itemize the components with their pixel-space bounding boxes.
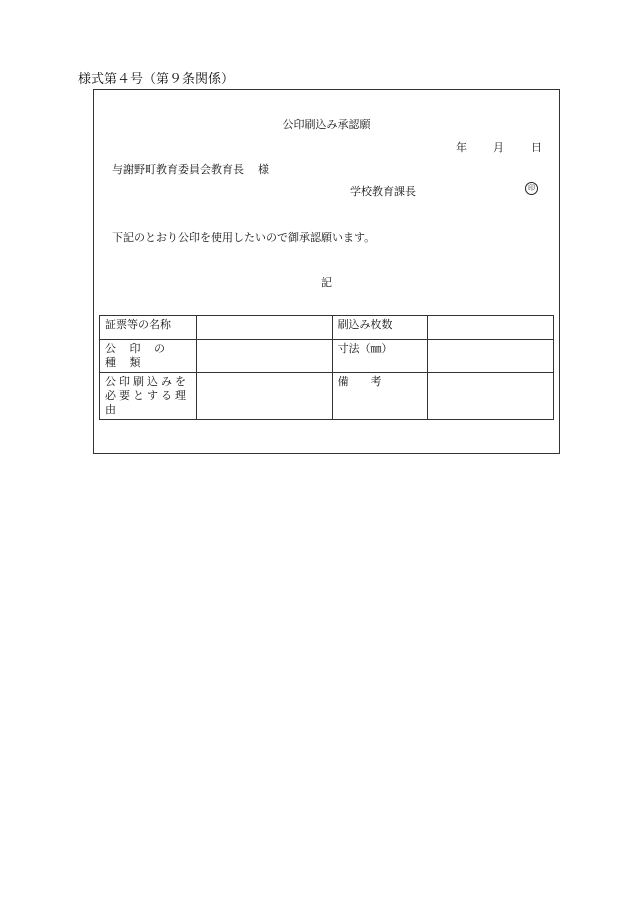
request-body: 下記のとおり公印を使用したいので御承認願います。 xyxy=(112,231,376,244)
label-seal-type: 公 印 の 種 類 xyxy=(100,340,197,373)
ki-heading: 記 xyxy=(321,276,332,289)
seal-mark: 印 xyxy=(525,182,538,195)
date-month: 月 xyxy=(493,141,504,154)
value-certificate-name[interactable] xyxy=(197,316,333,340)
value-reason[interactable] xyxy=(197,373,333,420)
table-row xyxy=(100,316,554,340)
value-seal-type[interactable] xyxy=(197,340,333,373)
form-number: 様式第４号（第９条関係） xyxy=(78,72,235,87)
value-remarks[interactable] xyxy=(428,373,554,420)
date-year: 年 xyxy=(456,141,467,154)
detail-table xyxy=(99,315,554,420)
document-title: 公印刷込み承認願 xyxy=(282,118,371,131)
date-day: 日 xyxy=(531,141,542,154)
label-reason: 公印刷込みを必要とする理由 xyxy=(100,373,197,420)
label-print-count: 刷込み枚数 xyxy=(332,316,428,340)
value-dimensions[interactable] xyxy=(428,340,554,373)
table-row xyxy=(100,373,554,420)
addressee-honorific: 様 xyxy=(258,163,269,176)
label-certificate-name: 証票等の名称 xyxy=(100,316,197,340)
addressee xyxy=(112,161,269,177)
table-row xyxy=(100,340,554,373)
addressee-name: 与謝野町教育委員会教育長 xyxy=(112,163,244,176)
label-dimensions: 寸法（㎜） xyxy=(332,340,428,373)
value-print-count[interactable] xyxy=(428,316,554,340)
label-remarks: 備 考 xyxy=(332,373,428,420)
applicant: 学校教育課長 xyxy=(350,185,416,198)
